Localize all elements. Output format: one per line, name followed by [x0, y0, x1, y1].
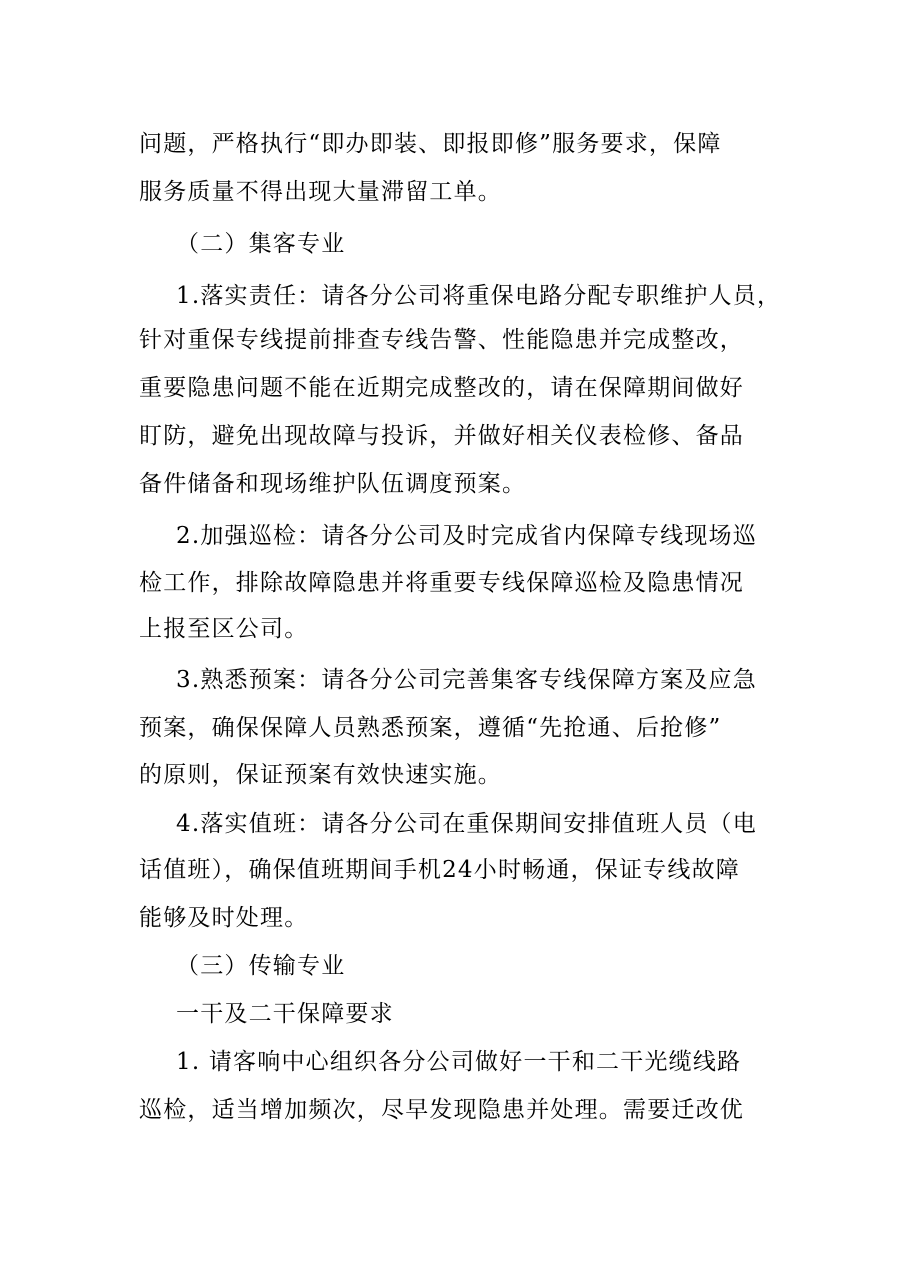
text-line-15: 4.落实值班：请各分公司在重保期间安排值班人员（电	[176, 811, 757, 837]
text-line-1: 问题，严格执行“即办即装、即报即修”服务要求，保障	[139, 131, 722, 157]
text-line-16: 话值班），确保值班期间手机24小时畅通，保证专线故障	[139, 857, 740, 883]
text-line-6: 重要隐患问题不能在近期完成整改的，请在保障期间做好	[139, 375, 744, 401]
subheading-yigan-ergan: 一干及二干保障要求	[176, 1001, 394, 1027]
text-line-9: 2.加强巡检：请各分公司及时完成省内保障专线现场巡	[176, 523, 757, 549]
text-line-5: 针对重保专线提前排查专线告警、性能隐患并完成整改，	[139, 327, 744, 353]
text-line-4: 1.落实责任：请各分公司将重保电路分配专职维护人员，	[176, 283, 782, 309]
text-line-13: 预案，确保保障人员熟悉预案，遵循“先抢通、后抢修”	[139, 715, 722, 741]
text-line-7: 盯防，避免出现故障与投诉，并做好相关仪表检修、备品	[139, 423, 744, 449]
section-heading-chuanshu: （三）传输专业	[176, 953, 346, 979]
text-line-14: 的原则，保证预案有效快速实施。	[139, 762, 502, 788]
text-line-12: 3.熟悉预案：请各分公司完善集客专线保障方案及应急	[176, 667, 757, 693]
text-line-11: 上报至区公司。	[139, 616, 309, 642]
text-line-10: 检工作，排除故障隐患并将重要专线保障巡检及隐患情况	[139, 570, 744, 596]
text-line-2: 服务质量不得出现大量滞留工单。	[139, 179, 502, 205]
text-line-8: 备件储备和现场维护队伍调度预案。	[139, 471, 527, 497]
text-line-21: 巡检，适当增加频次，尽早发现隐患并处理。需要迁改优	[139, 1097, 744, 1123]
section-heading-jike: （二）集客专业	[176, 231, 346, 257]
text-line-20: 1. 请客响中心组织各分公司做好一干和二干光缆线路	[176, 1049, 742, 1075]
text-line-17: 能够及时处理。	[139, 905, 309, 931]
